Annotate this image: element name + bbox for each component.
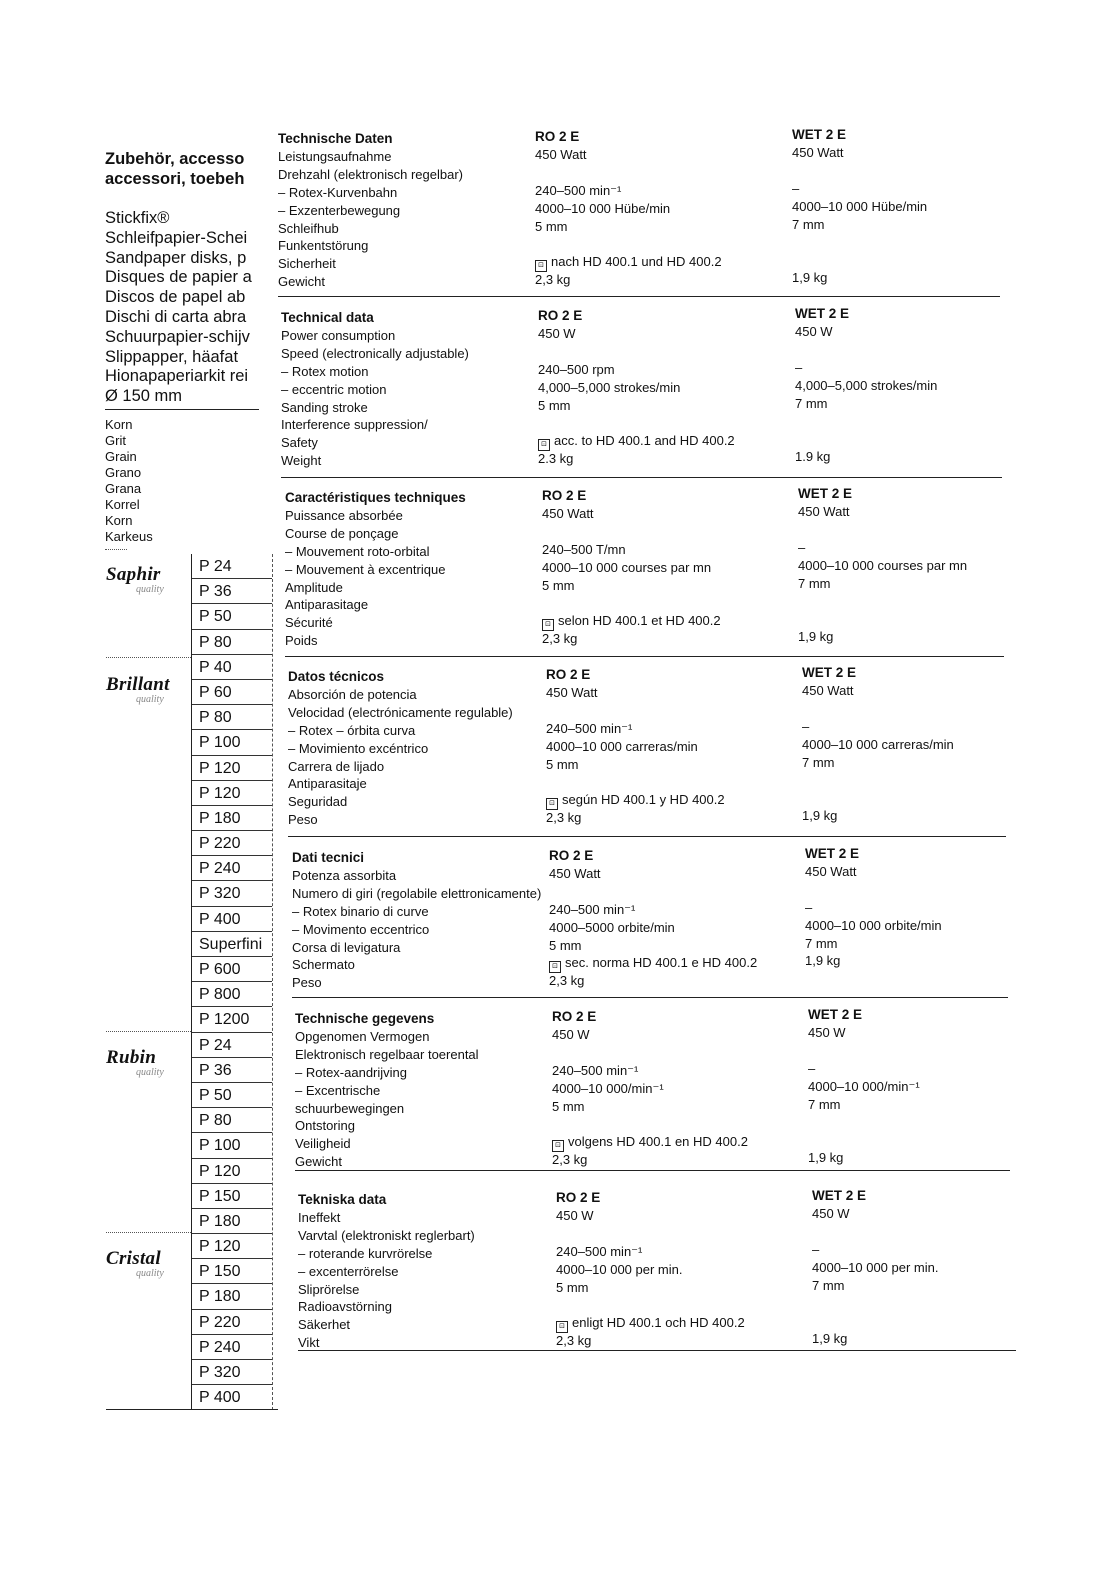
wet2e-value: – xyxy=(808,1060,816,1076)
ro2e-value: 2,3 kg xyxy=(546,810,582,826)
ro2e-value: 450 W xyxy=(538,325,576,341)
spec-label: Ineffekt xyxy=(298,1209,341,1225)
ro2e-value: 450 Watt xyxy=(549,865,601,881)
grit-cell: P 180 xyxy=(192,806,272,831)
ro2e-value: 2,3 kg xyxy=(552,1152,588,1168)
wet2e-value: – xyxy=(792,180,800,196)
ro2e-value: 240–500 min⁻¹ xyxy=(552,1062,639,1078)
brand-name: Brillant xyxy=(106,674,170,695)
spec-label: Peso xyxy=(288,812,318,828)
brand-name: Saphir xyxy=(106,564,161,585)
accessories-item: Sandpaper disks, p xyxy=(105,248,247,267)
grit-cell: P 36 xyxy=(192,579,272,604)
spec-label: – Rotex-aandrijving xyxy=(295,1064,408,1080)
spec-label: Ontstoring xyxy=(295,1118,355,1134)
wet2e-value: 450 W xyxy=(795,323,833,339)
wet2e-value: 1.9 kg xyxy=(795,449,831,465)
brand-divider xyxy=(106,657,191,658)
ro2e-value: 240–500 rpm xyxy=(538,361,615,377)
spec-label: Veiligheid xyxy=(295,1136,351,1152)
spec-label: – Movimento eccentrico xyxy=(292,921,430,937)
spec-label: Speed (electronically adjustable) xyxy=(281,345,469,361)
section-divider xyxy=(292,997,1008,998)
spec-label: – Movimiento excéntrico xyxy=(288,740,429,756)
brand-saphir xyxy=(106,565,186,595)
spec-label: Elektronisch regelbaar toerental xyxy=(295,1046,479,1062)
spec-label: Absorción de potencia xyxy=(288,686,417,702)
wet2e-value: 7 mm xyxy=(808,1096,841,1112)
ro2e-value xyxy=(549,954,757,973)
accessories-title xyxy=(105,149,261,189)
spec-label: Amplitude xyxy=(285,579,343,595)
grit-cell: P 180 xyxy=(192,1284,272,1309)
spec-label: Velocidad (electrónicamente regulable) xyxy=(288,704,513,720)
model-header-wet2e: WET 2 E xyxy=(795,306,850,321)
grit-cell: P 50 xyxy=(192,604,272,629)
ro2e-value xyxy=(552,1133,748,1152)
accessories-item: Schuurpapier-schijv xyxy=(105,327,250,346)
grit-cell: P 240 xyxy=(192,1335,272,1360)
grit-cell: P 60 xyxy=(192,680,272,705)
section-divider xyxy=(278,296,1000,297)
ro2e-value xyxy=(535,253,722,272)
brand-quality-tag: quality xyxy=(136,694,164,705)
wet2e-value: 450 Watt xyxy=(798,503,850,519)
ro2e-value: 4000–10 000/min⁻¹ xyxy=(552,1080,664,1096)
section-title: Technische gegevens xyxy=(295,1011,435,1026)
wet2e-value: 7 mm xyxy=(802,754,835,770)
grit-cell: P 150 xyxy=(192,1184,272,1209)
ro2e-value xyxy=(546,791,725,810)
wet2e-value: 7 mm xyxy=(798,575,831,591)
certification-icon: ⊡ xyxy=(549,961,561,973)
spec-label: Säkerhet xyxy=(298,1317,351,1333)
grit-label: Korn xyxy=(105,513,133,528)
grit-cell: P 320 xyxy=(192,881,272,906)
wet2e-value: 4,000–5,000 strokes/min xyxy=(795,377,938,393)
accessories-list xyxy=(105,209,261,407)
wet2e-value: 450 Watt xyxy=(802,682,854,698)
grit-cell: P 600 xyxy=(192,957,272,982)
ro2e-value: 2,3 kg xyxy=(556,1333,592,1349)
ro2e-value xyxy=(542,612,721,631)
ro2e-value xyxy=(556,1314,745,1333)
accessories-item: Stickfix® xyxy=(105,209,170,227)
wet2e-value: – xyxy=(795,359,803,375)
model-header-ro2e: RO 2 E xyxy=(538,308,583,323)
grit-cell: P 180 xyxy=(192,1209,272,1234)
ro2e-value: 4,000–5,000 strokes/min xyxy=(538,379,681,395)
spec-label: – Mouvement à excentrique xyxy=(285,561,446,577)
accessories-item: Disques de papier a xyxy=(105,268,252,287)
spec-label: Numero di giri (regolabile elettronicamente) xyxy=(292,885,542,901)
wet2e-value: 1,9 kg xyxy=(798,629,834,645)
grit-label: Korn xyxy=(105,417,133,432)
grit-cell: P 320 xyxy=(192,1360,272,1385)
spec-label: – Exzenterbewegung xyxy=(278,202,401,218)
spec-label: Radioavstörning xyxy=(298,1299,392,1315)
spec-label: Puissance absorbée xyxy=(285,507,403,523)
model-header-ro2e: RO 2 E xyxy=(546,667,591,682)
brand-divider xyxy=(106,1232,191,1233)
grit-label: Grain xyxy=(105,449,137,464)
model-header-ro2e: RO 2 E xyxy=(552,1009,597,1024)
ro2e-value: 240–500 min⁻¹ xyxy=(556,1243,643,1259)
model-header-wet2e: WET 2 E xyxy=(808,1007,863,1022)
spec-label: Sanding stroke xyxy=(281,399,368,415)
brand-divider xyxy=(106,1031,191,1032)
grit-cell: P 100 xyxy=(192,1133,272,1158)
section-divider xyxy=(295,1170,1010,1171)
ro2e-value: 240–500 min⁻¹ xyxy=(546,720,633,736)
spec-label: Poids xyxy=(285,633,318,649)
grit-cell: P 80 xyxy=(192,630,272,655)
model-header-wet2e: WET 2 E xyxy=(802,665,857,680)
grit-cell: P 220 xyxy=(192,1310,272,1335)
certification-icon: ⊡ xyxy=(546,798,558,810)
model-header-ro2e: RO 2 E xyxy=(549,848,594,863)
spec-label: Power consumption xyxy=(281,327,396,343)
grit-cell: Superfini xyxy=(192,932,272,957)
brand-quality-tag: quality xyxy=(136,1067,164,1078)
wet2e-value: 4000–10 000 carreras/min xyxy=(802,736,954,752)
wet2e-value: 7 mm xyxy=(805,935,838,951)
wet2e-value: 4000–10 000/min⁻¹ xyxy=(808,1078,920,1094)
wet2e-value: 4000–10 000 Hübe/min xyxy=(792,198,928,214)
spec-label: – eccentric motion xyxy=(281,381,387,397)
section-title: Datos técnicos xyxy=(288,669,385,684)
section-divider xyxy=(285,656,1004,657)
spec-label: – Excentrische xyxy=(295,1082,381,1098)
grit-label-divider xyxy=(105,549,127,550)
certification-text: nach HD 400.1 und HD 400.2 xyxy=(551,254,722,270)
grit-cell: P 1200 xyxy=(192,1007,272,1032)
model-header-wet2e: WET 2 E xyxy=(792,127,847,142)
grit-cell: P 80 xyxy=(192,705,272,730)
certification-text: acc. to HD 400.1 and HD 400.2 xyxy=(554,433,735,449)
ro2e-value: 5 mm xyxy=(546,756,579,772)
certification-icon: ⊡ xyxy=(556,1321,568,1333)
grit-cell: P 240 xyxy=(192,856,272,881)
section-divider xyxy=(298,1350,1016,1351)
spec-label: Interference suppression/ xyxy=(281,417,428,433)
ro2e-value: 2.3 kg xyxy=(538,451,574,467)
accessories-divider xyxy=(105,409,259,410)
spec-label: Varvtal (elektroniskt reglerbart) xyxy=(298,1227,475,1243)
accessories-title-line: Zubehör, accesso xyxy=(105,150,245,168)
grit-label: Grano xyxy=(105,465,142,480)
grit-cell: P 150 xyxy=(192,1259,272,1284)
ro2e-value: 450 Watt xyxy=(535,146,587,162)
model-header-wet2e: WET 2 E xyxy=(812,1188,867,1203)
model-header-ro2e: RO 2 E xyxy=(556,1190,601,1205)
ro2e-value: 450 Watt xyxy=(546,684,598,700)
model-header-wet2e: WET 2 E xyxy=(805,846,860,861)
wet2e-value: 1,9 kg xyxy=(808,1150,844,1166)
wet2e-value: – xyxy=(805,899,813,915)
spec-label: Course de ponçage xyxy=(285,525,399,541)
wet2e-value: 4000–10 000 orbite/min xyxy=(805,917,942,933)
section-title: Dati tecnici xyxy=(292,850,365,865)
ro2e-value: 450 W xyxy=(552,1026,590,1042)
ro2e-value: 5 mm xyxy=(552,1098,585,1114)
grit-cell: P 120 xyxy=(192,1159,272,1184)
ro2e-value: 240–500 T/mn xyxy=(542,541,626,557)
ro2e-value: 4000–10 000 courses par mn xyxy=(542,559,712,575)
ro2e-value: 2,3 kg xyxy=(549,973,585,989)
spec-label: Sécurité xyxy=(285,615,333,631)
brand-quality-tag: quality xyxy=(136,584,164,595)
certification-text: selon HD 400.1 et HD 400.2 xyxy=(558,613,721,629)
spec-label: Drehzahl (elektronisch regelbar) xyxy=(278,166,463,182)
spec-label: Safety xyxy=(281,435,318,451)
grit-cell: P 120 xyxy=(192,781,272,806)
certification-text: según HD 400.1 y HD 400.2 xyxy=(562,792,725,808)
grit-cell: P 36 xyxy=(192,1058,272,1083)
section-divider xyxy=(288,836,1006,837)
grit-cell: P 40 xyxy=(192,655,272,680)
ro2e-value: 5 mm xyxy=(538,397,571,413)
accessories-item: Slippapper, häafat xyxy=(105,347,239,366)
section-title: Technical data xyxy=(281,310,374,325)
model-header-ro2e: RO 2 E xyxy=(535,129,580,144)
wet2e-value: – xyxy=(798,539,806,555)
spec-label: – Rotex-Kurvenbahn xyxy=(278,184,398,200)
section-title: Caractéristiques techniques xyxy=(285,490,466,505)
spec-label: Peso xyxy=(292,975,322,991)
grit-cell: P 24 xyxy=(192,1033,272,1058)
brand-name: Rubin xyxy=(106,1047,157,1068)
certification-icon: ⊡ xyxy=(538,439,550,451)
ro2e-value: 5 mm xyxy=(542,577,575,593)
section-divider xyxy=(281,477,1002,478)
grit-label: Grana xyxy=(105,481,142,496)
grit-cell: P 80 xyxy=(192,1108,272,1133)
wet2e-value: 1,9 kg xyxy=(792,270,828,286)
accessories-title-line: accessori, toebeh xyxy=(105,170,245,188)
wet2e-value: 4000–10 000 courses par mn xyxy=(798,557,968,573)
spec-label: – Rotex binario di curve xyxy=(292,903,429,919)
wet2e-value: 7 mm xyxy=(812,1277,845,1293)
brand-cristal xyxy=(106,1249,186,1279)
spec-label: Opgenomen Vermogen xyxy=(295,1028,430,1044)
brand-name: Cristal xyxy=(106,1248,161,1269)
ro2e-value: 450 W xyxy=(556,1207,594,1223)
spec-label: Vikt xyxy=(298,1335,320,1351)
grit-label: Korrel xyxy=(105,497,140,512)
spec-label: Seguridad xyxy=(288,794,348,810)
spec-label: Potenza assorbita xyxy=(292,867,397,883)
wet2e-value: 450 W xyxy=(808,1024,846,1040)
grit-label: Karkeus xyxy=(105,529,153,544)
section-title: Technische Daten xyxy=(278,131,393,146)
grit-cell: P 400 xyxy=(192,907,272,932)
grit-cell: P 400 xyxy=(192,1385,272,1410)
accessories-item: Hionapaperiarkit rei xyxy=(105,367,249,386)
ro2e-value: 5 mm xyxy=(549,937,582,953)
spec-label: Funkentstörung xyxy=(278,238,369,254)
ro2e-value: 2,3 kg xyxy=(535,272,571,288)
wet2e-value: – xyxy=(812,1241,820,1257)
grit-table xyxy=(191,554,273,1410)
grit-cell: P 120 xyxy=(192,1234,272,1259)
ro2e-value xyxy=(538,432,735,451)
spec-label: Corsa di levigatura xyxy=(292,939,401,955)
accessories-item: Ø 150 mm xyxy=(105,387,183,406)
wet2e-value: 1,9 kg xyxy=(805,953,841,969)
spec-label: Leistungsaufnahme xyxy=(278,148,392,164)
grit-label: Grit xyxy=(105,433,126,448)
left-bottom-rule xyxy=(106,1409,278,1410)
spec-label: Sicherheit xyxy=(278,256,336,272)
grit-cell: P 100 xyxy=(192,730,272,755)
certification-text: enligt HD 400.1 och HD 400.2 xyxy=(572,1315,745,1331)
spec-label: – Rotex – órbita curva xyxy=(288,722,416,738)
ro2e-value: 240–500 min⁻¹ xyxy=(535,182,622,198)
grit-cell: P 24 xyxy=(192,554,272,579)
grit-cell: P 800 xyxy=(192,982,272,1007)
spec-label: Schermato xyxy=(292,957,355,973)
spec-label: – roterande kurvrörelse xyxy=(298,1245,433,1261)
wet2e-value: – xyxy=(802,718,810,734)
certification-text: volgens HD 400.1 en HD 400.2 xyxy=(568,1134,748,1150)
spec-label: Schleifhub xyxy=(278,220,339,236)
spec-label: Weight xyxy=(281,453,322,469)
wet2e-value: 7 mm xyxy=(795,395,828,411)
wet2e-value: 4000–10 000 per min. xyxy=(812,1259,939,1275)
grit-cell: P 220 xyxy=(192,831,272,856)
spec-label: – Mouvement roto-orbital xyxy=(285,543,430,559)
ro2e-value: 5 mm xyxy=(556,1279,589,1295)
spec-label: Gewicht xyxy=(278,274,325,290)
brand-quality-tag: quality xyxy=(136,1268,164,1279)
wet2e-value: 1,9 kg xyxy=(802,808,838,824)
ro2e-value: 2,3 kg xyxy=(542,631,578,647)
spec-label: Carrera de lijado xyxy=(288,758,385,774)
accessories-item: Discos de papel ab xyxy=(105,288,246,307)
model-header-wet2e: WET 2 E xyxy=(798,486,853,501)
spec-label: – Rotex motion xyxy=(281,363,369,379)
spec-label: Antiparasitaje xyxy=(288,776,367,792)
wet2e-value: 1,9 kg xyxy=(812,1331,848,1347)
accessories-item: Dischi di carta abra xyxy=(105,307,247,326)
ro2e-value: 4000–5000 orbite/min xyxy=(549,919,675,935)
certification-icon: ⊡ xyxy=(535,260,547,272)
wet2e-value: 450 Watt xyxy=(805,863,857,879)
certification-text: sec. norma HD 400.1 e HD 400.2 xyxy=(565,955,758,971)
ro2e-value: 4000–10 000 Hübe/min xyxy=(535,200,671,216)
grit-label-list xyxy=(105,417,153,545)
ro2e-value: 4000–10 000 carreras/min xyxy=(546,738,698,754)
certification-icon: ⊡ xyxy=(542,619,554,631)
ro2e-value: 5 mm xyxy=(535,218,568,234)
grit-cell: P 120 xyxy=(192,756,272,781)
ro2e-value: 4000–10 000 per min. xyxy=(556,1261,683,1277)
wet2e-value: 450 Watt xyxy=(792,144,844,160)
section-title: Tekniska data xyxy=(298,1192,387,1207)
wet2e-value: 7 mm xyxy=(792,216,825,232)
spec-label: schuurbewegingen xyxy=(295,1100,405,1116)
spec-label: – excenterrörelse xyxy=(298,1263,399,1279)
brand-brillant xyxy=(106,675,186,705)
certification-icon: ⊡ xyxy=(552,1140,564,1152)
ro2e-value: 240–500 min⁻¹ xyxy=(549,901,636,917)
wet2e-value: 450 W xyxy=(812,1205,850,1221)
spec-label: Sliprörelse xyxy=(298,1281,360,1297)
spec-label: Gewicht xyxy=(295,1154,342,1170)
accessories-item: Schleifpapier-Schei xyxy=(105,228,248,247)
model-header-ro2e: RO 2 E xyxy=(542,488,587,503)
spec-label: Antiparasitage xyxy=(285,597,369,613)
grit-cell: P 50 xyxy=(192,1083,272,1108)
ro2e-value: 450 Watt xyxy=(542,505,594,521)
brand-rubin xyxy=(106,1048,186,1078)
